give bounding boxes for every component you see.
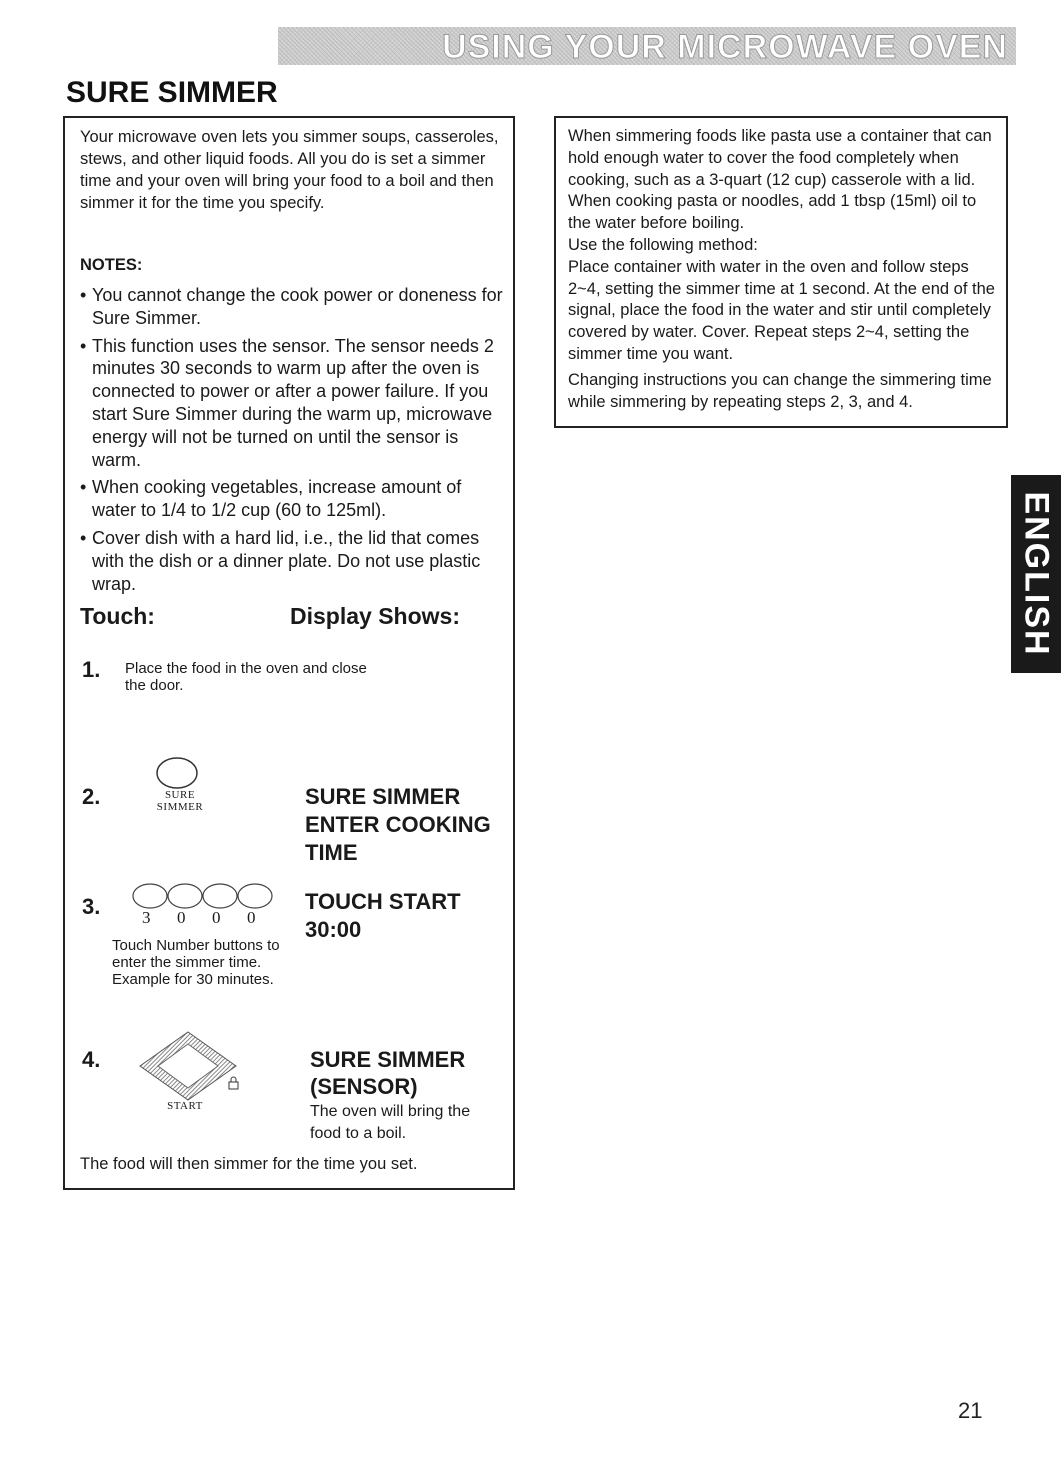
right-para-3: Place container with water in the oven and follow steps 2~4, setting the simmer time at 1 second. At the end of the signal, place the food in the water and stir until completely covered by water. Cover. Repeat steps 2~4, setting the simmer time you want. bbox=[568, 257, 995, 363]
step-4-display-line1: SURE SIMMER bbox=[310, 1047, 466, 1072]
step-2-display: SURE SIMMER ENTER COOKING TIME bbox=[305, 784, 491, 865]
digit-label: 0 bbox=[247, 908, 256, 927]
header-title: USING YOUR MICROWAVE OVEN bbox=[442, 28, 1008, 66]
page-number: 21 bbox=[958, 1398, 983, 1423]
language-tab-label: ENGLISH bbox=[1017, 491, 1056, 657]
digit-label: 3 bbox=[142, 908, 151, 927]
step-4-display-line2: (SENSOR) bbox=[310, 1074, 418, 1099]
note-text: Cover dish with a hard lid, i.e., the lid that comes with the dish or a dinner plate. Do not use plastic wrap. bbox=[92, 527, 481, 594]
button-label-line: SIMMER bbox=[156, 801, 204, 813]
notes-list bbox=[80, 284, 508, 600]
digit-label: 0 bbox=[212, 908, 221, 927]
touch-column-heading: Touch: bbox=[80, 603, 155, 629]
digit-label: 0 bbox=[177, 908, 186, 927]
step-3-text: Touch Number buttons to enter the simmer time. Example for 30 minutes. bbox=[112, 937, 280, 988]
note-item bbox=[80, 476, 508, 522]
note-text: When cooking vegetables, increase amount of water to 1/4 to 1/2 cup (60 to 125ml). bbox=[92, 477, 462, 521]
number-buttons-icon bbox=[130, 882, 280, 914]
step-2-number: 2. bbox=[82, 784, 101, 809]
step-1-number: 1. bbox=[82, 657, 101, 682]
start-button-label: START bbox=[167, 1100, 203, 1112]
notes-heading: NOTES: bbox=[80, 256, 143, 274]
intro-paragraph: Your microwave oven lets you simmer soups, casseroles, stews, and other liquid foods. All you do is set a simmer time and your oven will bring your food to a boil and then simmer it for the time you specify. bbox=[80, 128, 499, 212]
closing-text: The food will then simmer for the time you set. bbox=[80, 1155, 418, 1173]
right-para-2: Use the following method: bbox=[568, 235, 758, 254]
right-box-text bbox=[568, 126, 998, 413]
note-text: You cannot change the cook power or doneness for Sure Simmer. bbox=[92, 285, 503, 328]
note-item bbox=[80, 527, 508, 595]
sure-simmer-button-icon bbox=[152, 754, 202, 794]
lock-icon bbox=[228, 1076, 240, 1090]
left-content-box bbox=[63, 116, 515, 1190]
section-title: SURE SIMMER bbox=[66, 76, 278, 109]
bullet-icon: • bbox=[80, 335, 87, 356]
step-3-display-line2: 30:00 bbox=[305, 917, 362, 942]
note-text: This function uses the sensor. The sensor needs 2 minutes 30 seconds to warm up after the oven is connected to power or after a power failure. If you start Sure Simmer during the warm up, microwave energy will not be turned on until the sensor is warm. bbox=[92, 335, 494, 470]
start-button-icon bbox=[138, 1030, 238, 1108]
display-column-heading: Display Shows: bbox=[290, 603, 460, 629]
step-1-text: Place the food in the oven and close the door. bbox=[125, 660, 367, 694]
step-3-display-line1: TOUCH START bbox=[305, 889, 461, 914]
bullet-icon: • bbox=[80, 285, 87, 305]
sure-simmer-button-label bbox=[140, 789, 220, 813]
language-tab bbox=[1011, 475, 1061, 673]
header-band bbox=[278, 27, 1016, 65]
right-para-1: When simmering foods like pasta use a container that can hold enough water to cover the food completely when cooking, such as a 3-quart (12 cup) casserole with a lid. When cooking pasta or noodles, add 1 tbsp (15ml) oil to the water before boiling. bbox=[568, 127, 992, 233]
bullet-icon: • bbox=[80, 477, 87, 498]
right-para-4: Changing instructions you can change the simmering time while simmering by repeating steps 2, 3, and 4. bbox=[568, 370, 992, 411]
bullet-icon: • bbox=[80, 527, 87, 548]
note-item bbox=[80, 335, 508, 472]
step-4-number: 4. bbox=[82, 1047, 101, 1072]
note-item bbox=[80, 284, 508, 330]
step-4-display-sub: The oven will bring the food to a boil. bbox=[310, 1103, 471, 1142]
button-label-line: SURE bbox=[164, 789, 196, 801]
step-3-number: 3. bbox=[82, 894, 101, 919]
